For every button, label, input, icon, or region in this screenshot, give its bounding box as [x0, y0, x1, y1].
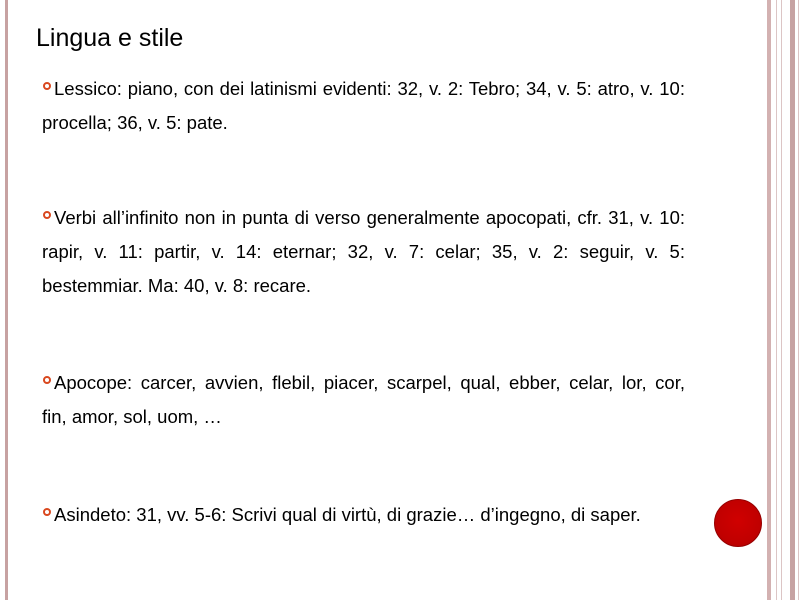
bullet-text: Apocope: carcer, avvien, flebil, piacer, scarpel, qual, ebber, celar, lor, cor,: [54, 372, 685, 393]
bullet-item-verbi: [42, 201, 685, 303]
bullet-ring-icon: [43, 376, 51, 384]
bullet-line: [42, 72, 685, 106]
left-border-line: [5, 0, 8, 600]
bullet-text: Verbi all’infinito non in punta di verso generalmente apocopati, cfr. 31, v. 10:: [54, 207, 685, 228]
bullet-line: procella; 36, v. 5: pate.: [42, 112, 228, 133]
right-stripe: [790, 0, 795, 600]
bullet-text: Asindeto: 31, vv. 5-6: Scrivi qual di virtù, di grazie… d’ingegno, di saper.: [54, 504, 641, 525]
bullet-line: [42, 366, 685, 400]
right-stripe-band: [764, 0, 800, 600]
bullet-line: [42, 201, 685, 235]
slide-title: Lingua e stile: [36, 24, 184, 52]
right-stripe: [776, 0, 777, 600]
right-stripe: [781, 0, 782, 600]
right-stripe: [798, 0, 799, 600]
bullet-line: rapir, v. 11: partir, v. 14: eternar; 32, v. 7: celar; 35, v. 2: seguir, v. 5:: [42, 241, 685, 262]
bullet-item-lessico: [42, 72, 685, 140]
bullet-line: [42, 498, 685, 532]
bullet-item-asindeto: [42, 498, 685, 532]
bullet-ring-icon: [43, 82, 51, 90]
bullet-line: fin, amor, sol, uom, …: [42, 406, 222, 427]
red-circle-decoration: [714, 499, 762, 547]
bullet-line: bestemmiar. Ma: 40, v. 8: recare.: [42, 275, 312, 296]
bullet-ring-icon: [43, 508, 51, 516]
bullet-text: Lessico: piano, con dei latinismi evidenti: 32, v. 2: Tebro; 34, v. 5: atro, v. 10:: [54, 78, 685, 99]
bullet-item-apocope: [42, 366, 685, 434]
right-stripe: [767, 0, 771, 600]
bullet-ring-icon: [43, 211, 51, 219]
